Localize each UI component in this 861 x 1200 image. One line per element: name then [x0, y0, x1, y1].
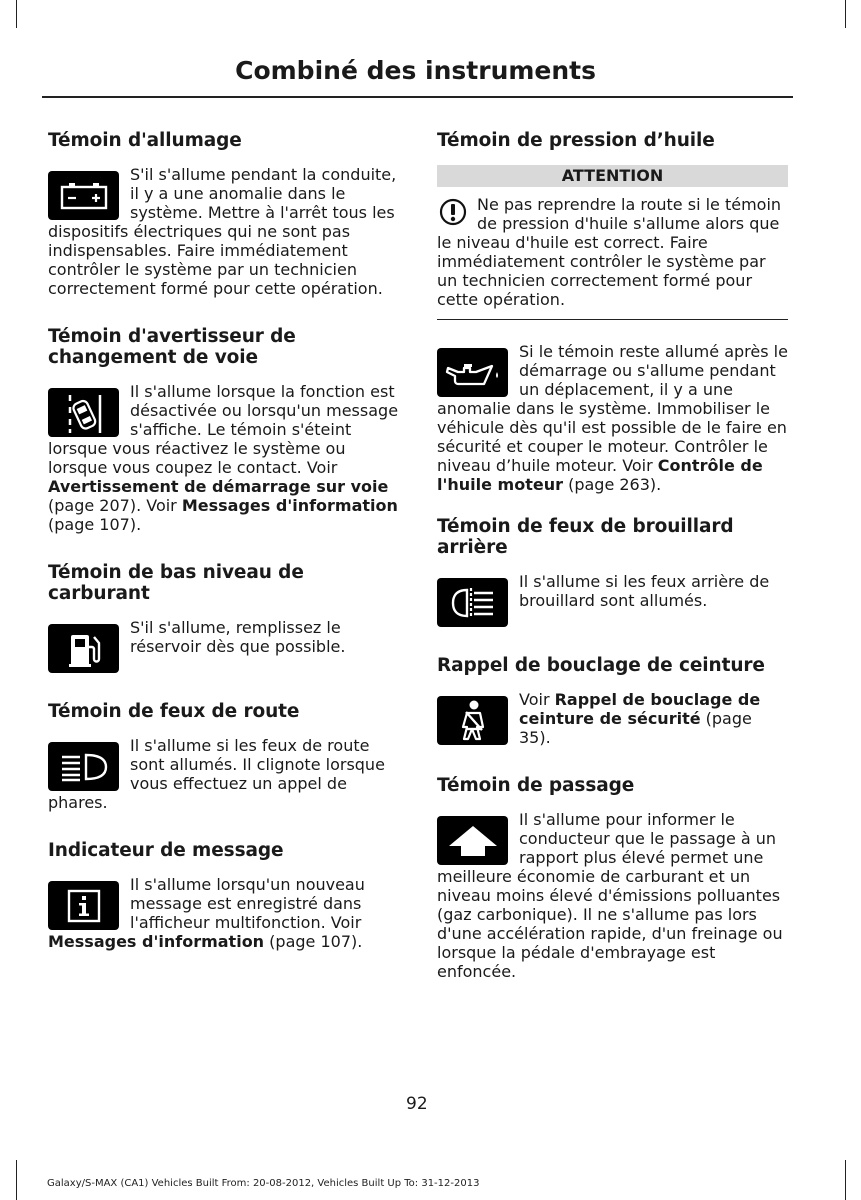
section-text: S'il s'allume pendant la conduite, il y a une anomalie dans le système. Mettre à l'arrêt tous les dispositifs électriques qui ne sont pas indispensables. Faire immédiatement contrôler le système par un technicien correctement formé pour cette opération. — [48, 165, 397, 298]
page-footer: Galaxy/S-MAX (CA1) Vehicles Built From: 20-08-2012, Vehicles Built Up To: 31-12-2013 — [47, 1178, 480, 1189]
title-divider — [42, 96, 793, 98]
section-heading: Témoin de pression d’huile — [437, 130, 715, 151]
left-column — [48, 130, 399, 979]
cross-reference-link[interactable]: Avertissement de démarrage sur voie — [48, 477, 389, 496]
section-heading: Témoin d'allumage — [48, 130, 242, 151]
page-title: Combiné des instruments — [235, 56, 596, 85]
section-shift-indicator — [437, 775, 788, 981]
section-heading: Témoin d'avertisseur de changement de voie — [48, 326, 296, 368]
right-column — [437, 130, 788, 1009]
section-oil-pressure — [437, 130, 788, 494]
lane-departure-icon — [48, 388, 119, 437]
cross-reference-link[interactable]: Messages d'information — [48, 932, 265, 951]
cross-reference-link[interactable]: Messages d'information — [181, 496, 398, 515]
section-message-indicator — [48, 840, 399, 951]
crop-mark — [845, 0, 846, 28]
high-beam-icon — [48, 742, 119, 791]
section-text: Il s'allume lorsqu'un nouveau message est enregistré dans l'afficheur multifonction. Voir Messages d'information (page 107). — [48, 875, 365, 951]
crop-mark — [845, 1160, 846, 1200]
section-high-beam — [48, 701, 399, 812]
section-text: S'il s'allume, remplissez le réservoir dès que possible. — [130, 618, 346, 656]
section-heading: Indicateur de message — [48, 840, 284, 861]
fuel-pump-icon — [48, 624, 119, 673]
battery-icon — [48, 171, 119, 220]
cross-reference-link[interactable]: Rappel de bouclage de ceinture de sécurité — [519, 690, 761, 728]
section-heading: Témoin de bas niveau de carburant — [48, 562, 304, 604]
section-rear-fog — [437, 516, 788, 627]
section-text: Il s'allume si les feux de route sont allumés. Il clignote lorsque vous effectuez un appel de phares. — [48, 736, 385, 812]
cross-reference-link[interactable]: Contrôle de l'huile moteur — [437, 456, 763, 494]
section-heading: Rappel de bouclage de ceinture — [437, 655, 765, 676]
section-text: Si le témoin reste allumé après le démarrage ou s'allume pendant un déplacement, il y a une anomalie dans le système. Immobiliser le véhicule dès qu'il est possible de le faire en sécurité et couper le moteur. Contrôler le niveau d’huile moteur. Voir Contrôle de l'huile moteur (page 263). — [437, 342, 788, 494]
rear-fog-icon — [437, 578, 508, 627]
crop-mark — [16, 0, 17, 28]
warning-header: ATTENTION — [437, 165, 788, 187]
seatbelt-icon — [437, 696, 508, 745]
section-heading: Témoin de feux de route — [48, 701, 300, 722]
section-text: Il s'allume pour informer le conducteur que le passage à un rapport plus élevé permet une meilleure économie de carburant et un niveau moins élevé d'émissions polluantes (gaz carbonique). Il ne s'allume pas lors d'une accélération rapide, d'un freinage ou lorsque la pédale d'embrayage est enfoncée. — [437, 810, 783, 981]
shift-up-arrow-icon — [437, 816, 508, 865]
section-ignition-warning — [48, 130, 399, 298]
section-lane-change-warning — [48, 326, 399, 534]
section-text: Il s'allume si les feux arrière de brouillard sont allumés. — [519, 572, 770, 610]
warning-divider — [437, 319, 788, 320]
section-low-fuel-warning — [48, 562, 399, 673]
section-text: Voir Rappel de bouclage de ceinture de sécurité (page 35). — [519, 690, 761, 747]
section-heading: Témoin de feux de brouillard arrière — [437, 516, 734, 558]
section-seatbelt-reminder — [437, 655, 788, 747]
warning-text: Ne pas reprendre la route si le témoin de pression d'huile s'allume alors que le niveau d'huile est correct. Faire immédiatement contrôler le système par un technicien correctement formé pour cette opération. — [437, 195, 782, 309]
section-heading: Témoin de passage — [437, 775, 635, 796]
information-icon — [48, 881, 119, 930]
warning-exclamation-icon — [439, 198, 467, 226]
page-number: 92 — [406, 1094, 428, 1114]
oil-can-icon — [437, 348, 508, 397]
section-text: Il s'allume lorsque la fonction est désactivée ou lorsqu'un message s'affiche. Le témoin s'éteint lorsque vous réactivez le système ou lorsque vous coupez le contact. Voir Avertissement de démarrage sur voie (page 207). Voir Messages d'information (page 107). — [48, 382, 399, 534]
crop-mark — [16, 1160, 17, 1200]
